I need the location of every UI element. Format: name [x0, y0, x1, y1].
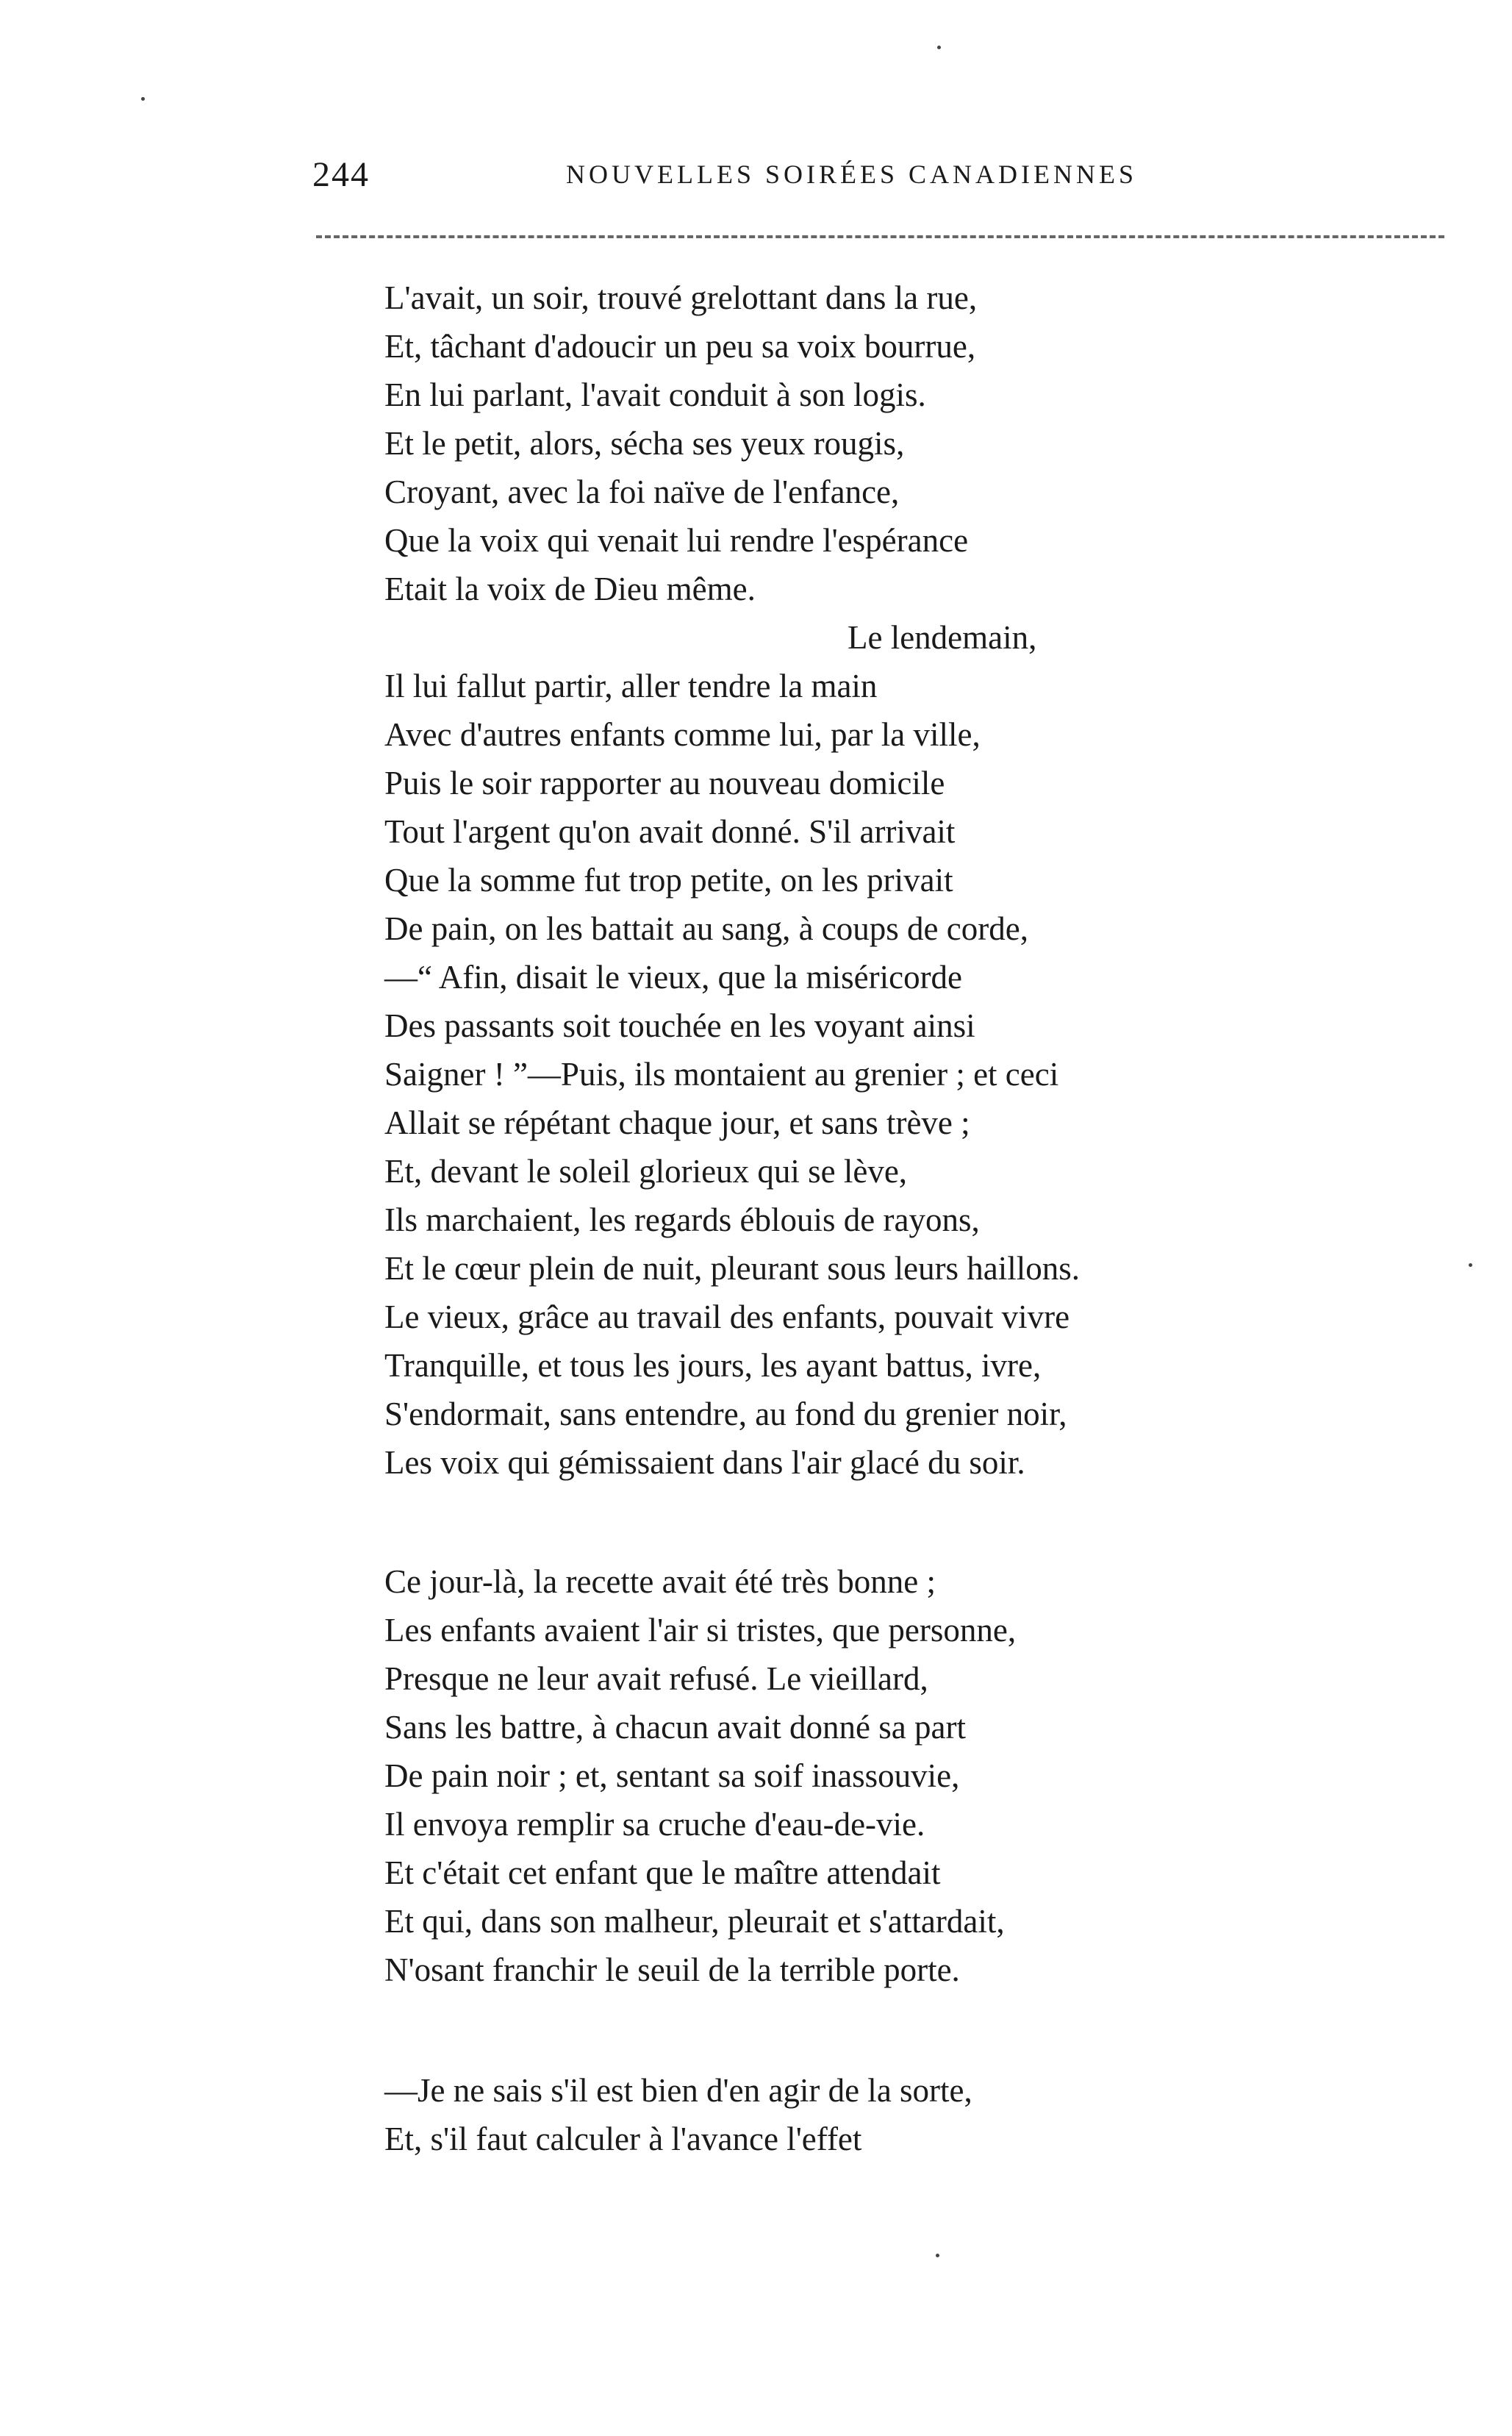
poem-line: N'osant franchir le seuil de la terrible porte. [384, 1951, 960, 1988]
poem-line: Ce jour-là, la recette avait été très bonne ; [384, 1563, 936, 1600]
poem-line: —Je ne sais s'il est bien d'en agir de la sorte, [384, 2072, 972, 2109]
page-number: 244 [312, 155, 370, 194]
poem-line: Et, tâchant d'adoucir un peu sa voix bourrue, [384, 328, 976, 365]
poem-line: Il envoya remplir sa cruche d'eau-de-vie. [384, 1806, 925, 1843]
poem-line: Puis le soir rapporter au nouveau domicile [384, 765, 945, 801]
paper-speck [141, 97, 145, 101]
poem-line: Et le petit, alors, sécha ses yeux rougis, [384, 425, 905, 462]
poem-line: Et qui, dans son malheur, pleurait et s'attardait, [384, 1903, 1005, 1940]
poem-line: De pain noir ; et, sentant sa soif inassouvie, [384, 1757, 960, 1794]
paper-speck [1469, 1263, 1472, 1267]
poem-line: Que la somme fut trop petite, on les privait [384, 862, 953, 899]
poem-line: Croyant, avec la foi naïve de l'enfance, [384, 474, 900, 510]
running-title: NOUVELLES SOIRÉES CANADIENNES [566, 160, 1137, 189]
poem-line: Des passants soit touchée en les voyant ainsi [384, 1007, 975, 1044]
paper-speck [936, 2254, 939, 2257]
header-rule [316, 235, 1444, 238]
poem-line: Les voix qui gémissaient dans l'air glacé du soir. [384, 1444, 1025, 1481]
poem-line: Sans les battre, à chacun avait donné sa part [384, 1709, 966, 1746]
paper-speck [937, 46, 941, 49]
poem-line: Saigner ! ”—Puis, ils montaient au grenier ; et ceci [384, 1056, 1059, 1093]
poem-line: Que la voix qui venait lui rendre l'espérance [384, 522, 969, 559]
page-header [312, 154, 1444, 206]
poem-line: Les enfants avaient l'air si tristes, que personne, [384, 1612, 1017, 1649]
poem-line: Tout l'argent qu'on avait donné. S'il arrivait [384, 813, 956, 850]
poem-line: Le vieux, grâce au travail des enfants, pouvait vivre [384, 1299, 1070, 1335]
poem-line: Le lendemain, [848, 619, 1037, 656]
poem-line: —“ Afin, disait le vieux, que la miséricorde [384, 959, 963, 996]
poem-line: L'avait, un soir, trouvé grelottant dans la rue, [384, 279, 978, 316]
poem-line: Presque ne leur avait refusé. Le vieillard, [384, 1660, 928, 1697]
poem-line: Ils marchaient, les regards éblouis de rayons, [384, 1201, 980, 1238]
poem-line: Etait la voix de Dieu même. [384, 571, 756, 607]
poem-line: Et c'était cet enfant que le maître attendait [384, 1854, 941, 1891]
poem-line: Et, s'il faut calculer à l'avance l'effet [384, 2121, 862, 2157]
poem-line: Et le cœur plein de nuit, pleurant sous leurs haillons. [384, 1250, 1081, 1287]
poem-line: S'endormait, sans entendre, au fond du grenier noir, [384, 1396, 1067, 1432]
poem-line: De pain, on les battait au sang, à coups de corde, [384, 910, 1028, 947]
poem-line: Allait se répétant chaque jour, et sans trève ; [384, 1104, 970, 1141]
poem-line: Et, devant le soleil glorieux qui se lève, [384, 1153, 908, 1190]
poem-line: Il lui fallut partir, aller tendre la main [384, 668, 878, 704]
poem-line: Tranquille, et tous les jours, les ayant battus, ivre, [384, 1347, 1042, 1384]
poem-line: Avec d'autres enfants comme lui, par la ville, [384, 716, 981, 753]
poem-line: En lui parlant, l'avait conduit à son logis. [384, 376, 926, 413]
